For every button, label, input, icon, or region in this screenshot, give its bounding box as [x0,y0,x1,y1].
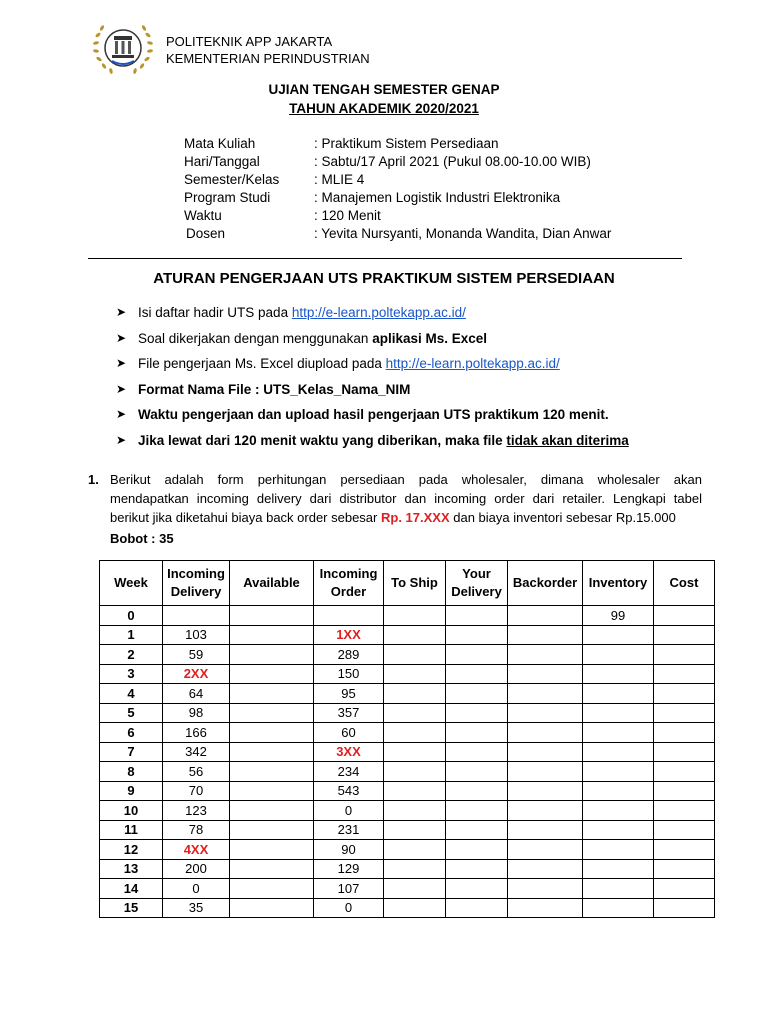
to-ship-cell [384,742,446,762]
divider [88,258,682,259]
question-line: mendapatkan incoming delivery dari distributor dan incoming order dari retailer. Lengkapi tabel [110,491,702,506]
week-cell: 7 [100,742,163,762]
question-number: 1. [88,472,99,487]
rule-text: File pengerjaan Ms. Excel diupload pada [138,356,386,371]
available-cell [230,879,314,899]
incoming-delivery-cell: 200 [163,859,230,879]
cost-cell [654,703,715,723]
academic-year: TAHUN AKADEMIK 2020/2021 [289,101,479,116]
your-delivery-cell [446,645,508,665]
col-header: Available [230,561,314,606]
to-ship-cell [384,781,446,801]
week-cell: 12 [100,840,163,860]
incoming-delivery-cell: 123 [163,801,230,821]
inventory-cell [583,625,654,645]
incoming-order-cell: 3XX [314,742,384,762]
to-ship-cell [384,723,446,743]
your-delivery-cell [446,606,508,626]
cost-cell [654,762,715,782]
info-row [184,189,611,207]
incoming-order-cell: 107 [314,879,384,899]
backorder-cell [508,742,583,762]
cost-cell [654,645,715,665]
e-learn-link[interactable]: http://e-learn.poltekapp.ac.id/ [291,305,466,320]
backorder-cell [508,840,583,860]
col-header: Your Delivery [446,561,508,606]
info-label: Mata Kuliah [184,136,256,151]
table-row [100,664,715,684]
backorder-cell [508,898,583,918]
to-ship-cell [384,625,446,645]
cost-cell [654,820,715,840]
your-delivery-cell [446,625,508,645]
backorder-cell [508,645,583,665]
table-row [100,703,715,723]
incoming-delivery-cell: 64 [163,684,230,704]
table-row [100,840,715,860]
table-row [100,645,715,665]
your-delivery-cell [446,742,508,762]
to-ship-cell [384,664,446,684]
table-row [100,684,715,704]
week-cell: 10 [100,801,163,821]
arrow-bullet-icon: ➤ [116,432,127,447]
your-delivery-cell [446,801,508,821]
question-line [110,508,702,527]
incoming-delivery-cell: 70 [163,781,230,801]
table-row [100,625,715,645]
institution-header [166,33,370,67]
backorder-cell [508,781,583,801]
info-value: : Manajemen Logistik Industri Elektronika [314,190,561,205]
inventory-cell [583,859,654,879]
cost-cell [654,742,715,762]
table-row [100,762,715,782]
col-header: Inventory [583,561,654,606]
inventory-cell [583,898,654,918]
rule-text: Jika lewat dari 120 menit waktu yang diberikan, maka file [138,432,507,448]
table-row [100,781,715,801]
incoming-delivery-cell: 103 [163,625,230,645]
col-header: To Ship [384,561,446,606]
table-row [100,898,715,918]
cost-cell [654,840,715,860]
incoming-delivery-cell: 78 [163,820,230,840]
available-cell [230,684,314,704]
cost-cell [654,801,715,821]
arrow-bullet-icon: ➤ [116,330,127,345]
inventory-cell [583,820,654,840]
week-cell: 5 [100,703,163,723]
rule-item [116,331,629,357]
incoming-delivery-cell: 59 [163,645,230,665]
incoming-order-cell: 0 [314,801,384,821]
inventory-cell [583,801,654,821]
arrow-bullet-icon: ➤ [116,305,127,319]
question-line: Berikut adalah form perhitungan persediaan pada wholesaler, dimana wholesaler akan [110,472,702,487]
available-cell [230,781,314,801]
inventory-cell [583,879,654,899]
your-delivery-cell [446,723,508,743]
incoming-delivery-cell: 342 [163,742,230,762]
incoming-order-cell: 1XX [314,625,384,645]
cost-cell [654,781,715,801]
inventory-cell [583,840,654,860]
available-cell [230,840,314,860]
rule-text: Format Nama File : UTS_Kelas_Nama_NIM [138,381,411,397]
col-header: Incoming Delivery [163,561,230,606]
info-label: Semester/Kelas [184,172,280,187]
your-delivery-cell [446,781,508,801]
week-cell: 11 [100,820,163,840]
rule-item [116,356,629,382]
backorder-cell [508,684,583,704]
arrow-bullet-icon: ➤ [116,407,127,421]
your-delivery-cell [446,840,508,860]
info-value: : MLIE 4 [314,172,365,187]
to-ship-cell [384,820,446,840]
cost-cell [654,606,715,626]
rule-item [116,407,629,433]
backorder-cell [508,703,583,723]
week-cell: 0 [100,606,163,626]
incoming-order-cell [314,606,384,626]
info-row [184,225,611,243]
info-label: Hari/Tanggal [184,154,260,169]
incoming-order-cell: 129 [314,859,384,879]
inventory-table [99,560,715,918]
arrow-bullet-icon: ➤ [116,381,127,396]
cost-cell [654,859,715,879]
table-header-row [100,561,715,606]
inventory-cell [583,742,654,762]
col-header: Cost [654,561,715,606]
week-cell: 13 [100,859,163,879]
ministry-name: KEMENTERIAN PERINDUSTRIAN [166,51,370,66]
available-cell [230,664,314,684]
your-delivery-cell [446,898,508,918]
info-row [184,135,611,153]
to-ship-cell [384,645,446,665]
incoming-order-cell: 289 [314,645,384,665]
cost-cell [654,625,715,645]
to-ship-cell [384,762,446,782]
rule-item [116,305,629,331]
rule-item [116,433,629,459]
rule-item [116,382,629,408]
incoming-delivery-cell: 98 [163,703,230,723]
to-ship-cell [384,879,446,899]
available-cell [230,820,314,840]
info-value: : Praktikum Sistem Persediaan [314,136,499,151]
incoming-delivery-cell: 0 [163,879,230,899]
your-delivery-cell [446,703,508,723]
your-delivery-cell [446,684,508,704]
table-row [100,801,715,821]
available-cell [230,762,314,782]
inventory-cell [583,723,654,743]
info-value: : Sabtu/17 April 2021 (Pukul 08.00-10.00 WIB) [314,154,591,169]
upload-link[interactable]: http://e-learn.poltekapp.ac.id/ [385,356,560,371]
backorder-cell [508,664,583,684]
incoming-order-cell: 543 [314,781,384,801]
cost-cell [654,879,715,899]
table-row [100,742,715,762]
incoming-order-cell: 234 [314,762,384,782]
question-text-part: dan biaya inventori sebesar Rp.15.000 [449,510,676,525]
incoming-order-cell: 231 [314,820,384,840]
incoming-delivery-cell: 4XX [163,840,230,860]
backorder-cell [508,859,583,879]
available-cell [230,801,314,821]
incoming-order-cell: 60 [314,723,384,743]
rule-text: Soal dikerjakan dengan menggunakan [138,330,373,346]
available-cell [230,859,314,879]
info-row [184,153,611,171]
question-text [88,470,702,548]
incoming-delivery-cell: 35 [163,898,230,918]
question-text-part: berikut jika diketahui biaya back order sebesar [110,510,381,525]
info-label: Program Studi [184,190,271,205]
backorder-cell [508,820,583,840]
backorder-cell [508,879,583,899]
backorder-cell [508,801,583,821]
col-header: Week [100,561,163,606]
info-label: Dosen [186,226,226,241]
week-cell: 2 [100,645,163,665]
rules-title: ATURAN PENGERJAAN UTS PRAKTIKUM SISTEM PERSEDIAAN [153,270,615,287]
to-ship-cell [384,859,446,879]
info-value: : 120 Menit [314,208,381,223]
to-ship-cell [384,801,446,821]
incoming-order-cell: 0 [314,898,384,918]
week-cell: 4 [100,684,163,704]
cost-cell [654,723,715,743]
question-weight: Bobot : 35 [110,531,174,546]
incoming-delivery-cell: 56 [163,762,230,782]
rules-list [116,305,629,458]
info-value: : Yevita Nursyanti, Monanda Wandita, Dian Anwar [314,226,612,241]
your-delivery-cell [446,762,508,782]
exam-info [184,135,611,243]
incoming-order-cell: 95 [314,684,384,704]
to-ship-cell [384,684,446,704]
exam-title: UJIAN TENGAH SEMESTER GENAP [268,82,500,97]
inventory-cell [583,684,654,704]
available-cell [230,742,314,762]
week-cell: 6 [100,723,163,743]
your-delivery-cell [446,664,508,684]
table-row [100,879,715,899]
to-ship-cell [384,840,446,860]
backorder-cell [508,606,583,626]
table-row [100,723,715,743]
table-row [100,820,715,840]
arrow-bullet-icon: ➤ [116,356,127,370]
institution-name: POLITEKNIK APP JAKARTA [166,34,333,49]
info-row [184,171,611,189]
inventory-cell [583,664,654,684]
week-cell: 9 [100,781,163,801]
institution-logo [92,20,154,76]
question-1 [88,470,702,548]
col-header: Backorder [508,561,583,606]
incoming-order-cell: 150 [314,664,384,684]
available-cell [230,723,314,743]
incoming-order-cell: 90 [314,840,384,860]
week-cell: 8 [100,762,163,782]
available-cell [230,898,314,918]
to-ship-cell [384,898,446,918]
inventory-cell [583,703,654,723]
backorder-cost: Rp. 17.XXX [380,510,450,525]
inventory-cell [583,645,654,665]
incoming-delivery-cell: 2XX [163,664,230,684]
rule-underline-text: tidak akan diterima [506,432,629,448]
incoming-delivery-cell [163,606,230,626]
rule-bold-text: aplikasi Ms. Excel [372,330,488,346]
cost-cell [654,664,715,684]
table-row [100,859,715,879]
backorder-cell [508,762,583,782]
to-ship-cell [384,606,446,626]
to-ship-cell [384,703,446,723]
week-cell: 15 [100,898,163,918]
available-cell [230,606,314,626]
incoming-order-cell: 357 [314,703,384,723]
cost-cell [654,898,715,918]
your-delivery-cell [446,859,508,879]
inventory-cell [583,781,654,801]
your-delivery-cell [446,879,508,899]
available-cell [230,703,314,723]
info-row [184,207,611,225]
backorder-cell [508,625,583,645]
rule-text: Waktu pengerjaan dan upload hasil pengerjaan UTS praktikum 120 menit. [138,407,609,422]
week-cell: 3 [100,664,163,684]
table-row [100,606,715,626]
incoming-delivery-cell: 166 [163,723,230,743]
inventory-cell: 99 [583,606,654,626]
cost-cell [654,684,715,704]
backorder-cell [508,723,583,743]
rule-text: Isi daftar hadir UTS pada [138,305,292,320]
your-delivery-cell [446,820,508,840]
col-header: Incoming Order [314,561,384,606]
week-cell: 14 [100,879,163,899]
info-label: Waktu [184,208,222,223]
available-cell [230,625,314,645]
week-cell: 1 [100,625,163,645]
inventory-cell [583,762,654,782]
available-cell [230,645,314,665]
